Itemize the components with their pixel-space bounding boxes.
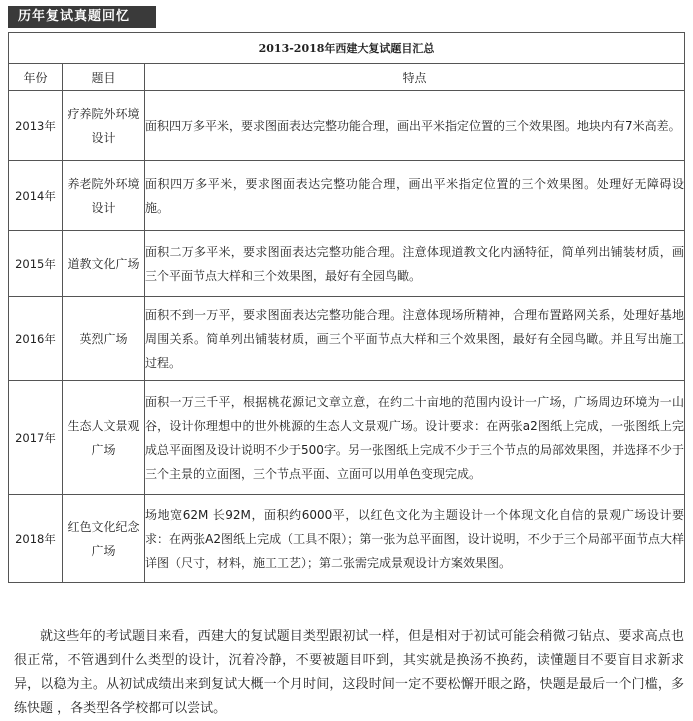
exam-summary-table	[8, 32, 685, 583]
table-row	[9, 381, 685, 495]
row-feature: 场地宽62M 长92M，面积约6000平，以红色文化为主题设计一个体现文化自信的景观广场设计要求：在两张A2图纸上完成（工具不限）；第一张为总平面图，设计说明，不少于三个局部平面节点大样详图（尺寸，材料，施工工艺）；第二张需完成景观设计方案效果图。	[145, 495, 685, 583]
row-year: 2013年	[9, 91, 63, 161]
row-topic: 疗养院外环境设计	[63, 91, 145, 161]
row-topic: 养老院外环境设计	[63, 161, 145, 231]
row-year: 2017年	[9, 381, 63, 495]
row-feature: 面积二万多平米，要求图面表达完整功能合理。注意体现道教文化内涵特征，简单列出铺装材质，画三个平面节点大样和三个效果图，最好有全园鸟瞰。	[145, 231, 685, 297]
header-topic: 题目	[63, 64, 145, 91]
section-header: 历年复试真题回忆	[8, 6, 156, 28]
header-year: 年份	[9, 64, 63, 91]
row-year: 2014年	[9, 161, 63, 231]
table-title: 2013-2018年西建大复试题目汇总	[9, 33, 685, 64]
row-topic: 英烈广场	[63, 297, 145, 381]
header-feature: 特点	[145, 64, 685, 91]
table-row	[9, 161, 685, 231]
row-year: 2018年	[9, 495, 63, 583]
row-feature: 面积一万三千平，根据桃花源记文章立意，在约二十亩地的范围内设计一广场，广场周边环境为一山谷，设计你理想中的世外桃源的生态人文景观广场。设计要求：在两张a2图纸上完成，一张图纸上完成总平面图及设计说明不少于500字。另一张图纸上完成不少于三个节点的局部效果图，并选择不少于三个主景的立面图，三个节点平面、立面可以用单色变现完成。	[145, 381, 685, 495]
row-topic: 生态人文景观广场	[63, 381, 145, 495]
row-feature: 面积不到一万平，要求图面表达完整功能合理。注意体现场所精神，合理布置路网关系，处理好基地周围关系。简单列出铺装材质，画三个平面节点大样和三个效果图，最好有全园鸟瞰。并且写出施工过程。	[145, 297, 685, 381]
row-topic: 道教文化广场	[63, 231, 145, 297]
table-row	[9, 495, 685, 583]
table-row	[9, 297, 685, 381]
row-feature: 面积四万多平米，要求图面表达完整功能合理，画出平米指定位置的三个效果图。地块内有7米高差。	[145, 91, 685, 161]
table-title-row	[9, 33, 685, 64]
row-topic: 红色文化纪念广场	[63, 495, 145, 583]
table-row	[9, 231, 685, 297]
commentary-paragraph: 就这些年的考试题目来看，西建大的复试题目类型跟初试一样，但是相对于初试可能会稍微刁钻点、要求高点也很正常，不管遇到什么类型的设计，沉着冷静，不要被题目吓到，其实就是换汤不换药，读懂题目不要盲目求新求异，以稳为主。从初试成绩出来到复试大概一个月时间，这段时间一定不要松懈开眼之路，快题是最后一个门槛，多练快题 ，各类型各学校都可以尝试。	[14, 629, 684, 716]
row-year: 2015年	[9, 231, 63, 297]
table-row	[9, 91, 685, 161]
row-year: 2016年	[9, 297, 63, 381]
table-header-row	[9, 64, 685, 91]
row-feature: 面积四万多平米，要求图面表达完整功能合理，画出平米指定位置的三个效果图。处理好无障碍设施。	[145, 161, 685, 231]
